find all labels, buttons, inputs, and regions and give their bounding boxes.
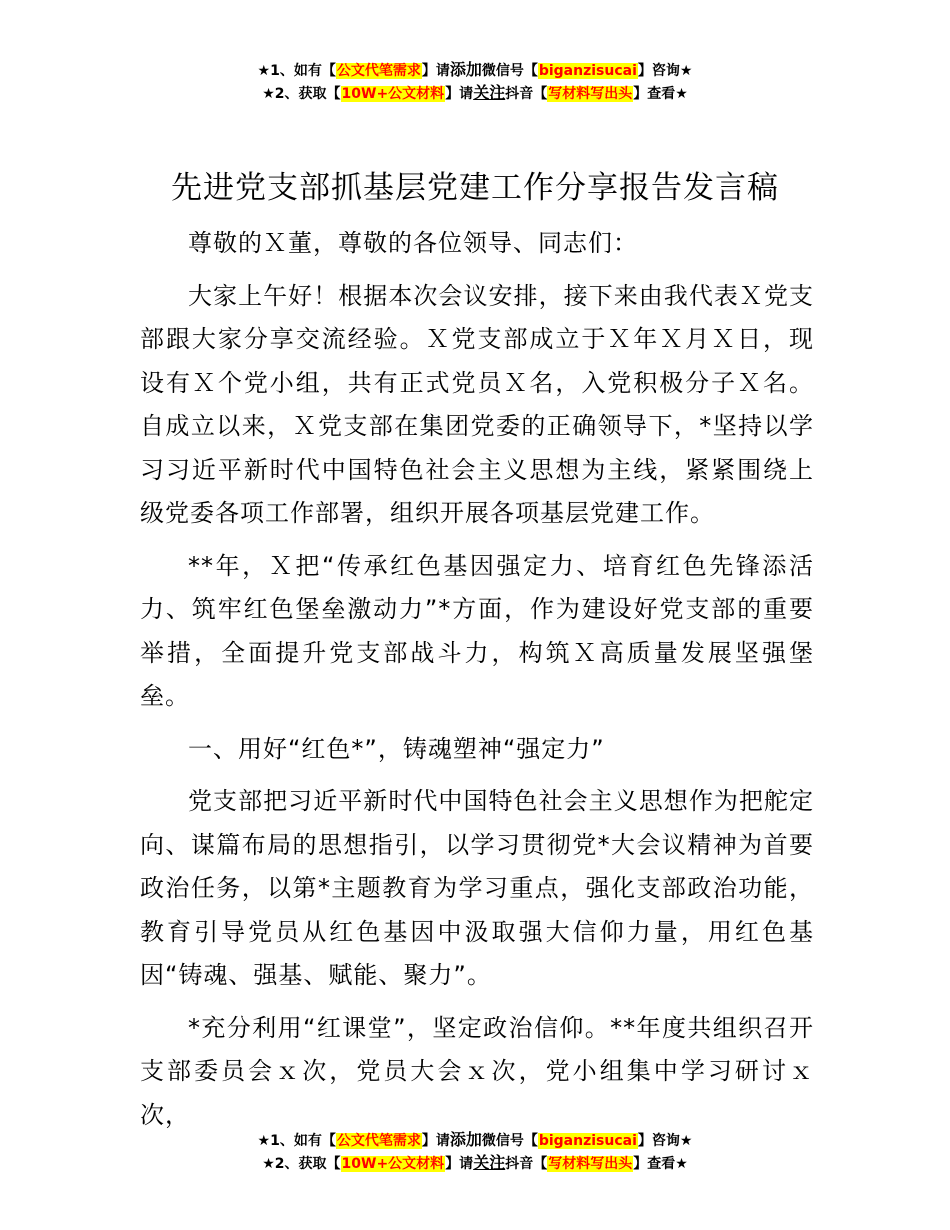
header-promo-line-1 — [0, 59, 950, 82]
promo-text: 】请 — [421, 63, 450, 79]
document-body — [140, 222, 814, 1146]
paragraph: **年，Ｘ把“传承红色基因强定力、培育红色先锋添活力、筑牢红色堡垒激动力”*方面，作为建设好党支部的重要举措，全面提升党支部战斗力，构筑Ｘ高质量发展坚强堡垒。 — [140, 551, 814, 710]
promo-highlight: 写材料写出头 — [548, 1156, 633, 1172]
header-promo-line-2 — [0, 82, 950, 105]
paragraph: 大家上午好！根据本次会议安排，接下来由我代表Ｘ党支部跟大家分享交流经验。Ｘ党支部成立于Ｘ年Ｘ月Ｘ日，现设有Ｘ个党小组，共有正式党员Ｘ名，入党积极分子Ｘ名。自成立以来，Ｘ党支部在集团党委的正确领导下，*坚持以学习习近平新时代中国特色社会主义思想为主线，紧紧围绕上级党委各项工作部署，组织开展各项基层党建工作。 — [140, 281, 814, 527]
promo-highlight: biganzisucai — [538, 1133, 637, 1149]
promo-highlight: biganzisucai — [538, 63, 637, 79]
promo-text: 抖音【 — [505, 1156, 548, 1172]
promo-text: 微信号【 — [481, 1133, 538, 1149]
promo-emphasis: 添加 — [449, 60, 482, 79]
promo-text: 微信号【 — [481, 63, 538, 79]
promo-emphasis: 关注 — [473, 1153, 506, 1172]
section-heading: 一、用好“红色*”，铸魂塑神“强定力” — [188, 734, 605, 763]
promo-emphasis: 关注 — [473, 83, 506, 102]
promo-text: 】查看★ — [633, 1156, 688, 1172]
promo-text: ★1、如有【 — [257, 63, 336, 79]
paragraph-salutation: 尊敬的Ｘ董，尊敬的各位领导、同志们： — [188, 229, 638, 257]
paragraph: 党支部把习近平新时代中国特色社会主义思想作为把舵定向、谋篇布局的思想指引，以学习贯彻党*大会议精神为首要政治任务，以第*主题教育为学习重点，强化支部政治功能，教育引导党员从红色基因中汲取强大信仰力量，用红色基因“铸魂、强基、赋能、聚力”。 — [140, 787, 814, 989]
footer-promo-line-2 — [0, 1152, 950, 1175]
promo-text: 】请 — [421, 1133, 450, 1149]
footer-promo — [0, 1129, 950, 1175]
document-title: 先进党支部抓基层党建工作分享报告发言稿 — [171, 170, 779, 206]
promo-emphasis: 添加 — [449, 1130, 482, 1149]
promo-text: 抖音【 — [505, 86, 548, 102]
header-promo — [0, 59, 950, 105]
promo-text: ★2、获取【 — [262, 86, 341, 102]
footer-promo-line-1 — [0, 1129, 950, 1152]
promo-text: 】请 — [445, 86, 474, 102]
promo-highlight: 写材料写出头 — [548, 86, 633, 102]
promo-text: ★1、如有【 — [257, 1133, 336, 1149]
promo-text: 】查看★ — [633, 86, 688, 102]
promo-highlight: 10W+公文材料 — [341, 1156, 445, 1172]
promo-highlight: 公文代笔需求 — [336, 1133, 421, 1149]
promo-text: 】咨询★ — [637, 1133, 693, 1149]
promo-text: 】咨询★ — [637, 63, 693, 79]
paragraph: *充分利用“红课堂”，坚定政治信仰。**年度共组织召开支部委员会ｘ次，党员大会ｘ次，党小组集中学习研讨ｘ次， — [140, 1013, 814, 1129]
promo-text: ★2、获取【 — [262, 1156, 341, 1172]
promo-highlight: 公文代笔需求 — [336, 63, 421, 79]
promo-highlight: 10W+公文材料 — [341, 86, 445, 102]
promo-text: 】请 — [445, 1156, 474, 1172]
